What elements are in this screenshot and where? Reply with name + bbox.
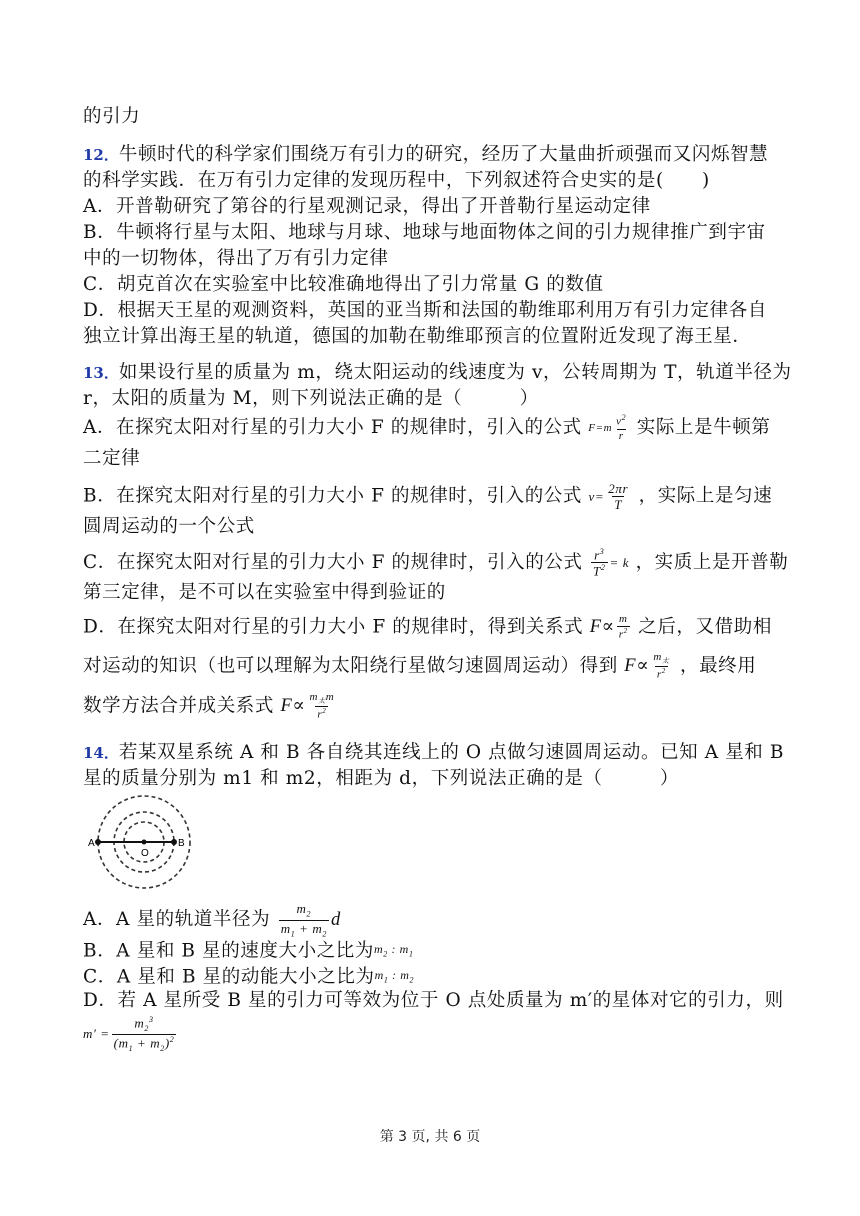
q13-option-a-formula: F=m $\frac{v^2}{r}$ (588, 413, 627, 442)
q13-option-b-formula: v= $\frac{2\pi r}{T}$ (588, 481, 629, 512)
q12-option-d-line2: 独立计算出海王星的轨道，德国的加勒在勒维耶预言的位置附近发现了海王星． (83, 326, 752, 347)
label-b: B (178, 838, 185, 849)
q14-option-a-formula: $\frac{m_2}{m_1 + m_2}$ d (280, 901, 341, 939)
star-b-dot (171, 839, 177, 845)
q12-option-b-line2: 中的一切物体，得出了万有引力定律 (83, 248, 389, 269)
page-footer: 第 3 页, 共 6 页 (379, 1129, 481, 1145)
q14-option-c-text: C．A 星和 B 星的动能大小之比为 (83, 966, 375, 988)
q12-option-c: C．胡克首次在实验室中比较准确地得出了引力常量 G 的数值 (83, 274, 604, 295)
q13-option-d-text3: 数学方法合并成关系式 (83, 695, 275, 717)
q13-option-d-text: D．在探究太阳对行星的引力大小 F 的规律时，得到关系式 (83, 616, 584, 638)
q14-number: 14． (83, 744, 119, 762)
q13-option-a-text-b: 实际上是牛顿第 (636, 416, 771, 438)
previous-question-tail: 的引力 (83, 106, 141, 127)
q14-option-d-line1: D．若 A 星所受 B 星的引力可等效为位于 O 点处质量为 m′的星体对它的引力，则 (83, 990, 784, 1011)
q13-number: 13． (83, 364, 119, 382)
q13-option-d-line3 (83, 692, 802, 721)
q14-option-c-formula: $m_1$ : $m_2$ (374, 968, 415, 985)
q12-option-b-line1: B．牛顿将行星与太阳、地球与月球、地球与地面物体之间的引力规律推广到宇宙 (83, 222, 766, 243)
q14-option-a-text: A．A 星的轨道半径为 (83, 909, 271, 931)
q13-option-c-text-b: ，实质上是开普勒 (635, 551, 789, 573)
q13-option-d-text2: 对运动的知识（也可以理解为太阳绕行星做匀速圆周运动）得到 (83, 655, 618, 677)
q13-option-b-text: B．在探究太阳对行星的引力大小 F 的规律时，引入的公式 (83, 485, 582, 507)
q14-stem-text1: 若某双星系统 A 和 B 各自绕其连线上的 O 点做匀速圆周运动。已知 A 星和 B (118, 742, 785, 763)
label-a: A (88, 838, 95, 849)
q13-option-d-formula1: F∝ $\frac{m}{r^2}$ (589, 613, 628, 641)
q13-option-c-formula: $\frac{r^3}{T^2}$ = k (593, 547, 630, 579)
q13-option-a-line1 (83, 414, 802, 442)
q13-option-c-line2: 第三定律，是不可以在实验室中得到验证的 (83, 582, 446, 603)
q14-option-d-line2 (83, 1016, 802, 1053)
q13-option-a-line2: 二定律 (83, 448, 141, 469)
q13-option-d-line1 (83, 614, 802, 641)
q13-stem-line1 (83, 360, 802, 386)
q14-option-d-formula: m′ = $\frac{m_2^3}{(m_1 + m_2)^2}$ (83, 1015, 175, 1053)
q13-option-d-formula2: F∝ $\frac{m_太}{r^2}$ (624, 651, 670, 681)
star-a-dot (95, 839, 101, 845)
q13-option-c-text: C．在探究太阳对行星的引力大小 F 的规律时，引入的公式 (83, 551, 583, 573)
q12-option-d-line1: D．根据天王星的观测资料，英国的亚当斯和法国的勒维耶利用万有引力定律各自 (83, 300, 767, 321)
q13-stem-line2: r，太阳的质量为 M，则下列说法正确的是（ ） (83, 388, 539, 409)
center-o-dot (142, 840, 147, 845)
q13-option-d-line2 (83, 652, 802, 681)
q13-option-b-text-b: ，实际上是匀速 (638, 485, 773, 507)
label-o: O (141, 848, 149, 859)
q14-option-b-text: B．A 星和 B 星的速度大小之比为 (83, 940, 374, 962)
q12-stem-line2: 的科学实践．在万有引力定律的发现历程中，下列叙述符合史实的是( ) (83, 170, 710, 191)
q13-option-b-line1 (83, 482, 802, 511)
q14-stem-line1 (83, 740, 802, 766)
q12-number: 12． (83, 146, 119, 164)
q14-option-b-formula: $m_2$ : $m_1$ (374, 942, 414, 959)
q13-stem-text1: 如果设行星的质量为 m，绕太阳运动的线速度为 v，公转周期为 T，轨道半径为 (118, 362, 792, 383)
q13-option-c-line1 (83, 548, 802, 578)
binary-star-figure (80, 794, 200, 890)
q12-option-a: A．开普勒研究了第谷的行星观测记录，得出了开普勒行星运动定律 (83, 196, 651, 217)
q14-option-a (83, 902, 802, 938)
q12-stem-text1: 牛顿时代的科学家们围绕万有引力的研究，经历了大量曲折顽强而又闪烁智慧 (118, 144, 769, 165)
q13-option-d-text2-b: ，最终用 (679, 655, 757, 677)
q13-option-d-text-b: 之后，又借助相 (638, 616, 772, 638)
q13-option-d-formula3: F∝ $\frac{m_太m}{r^2}$ (280, 691, 335, 721)
q14-stem-line2: 星的质量分别为 m1 和 m2，相距为 d，下列说法正确的是（ ） (83, 768, 679, 789)
q13-option-a-text: A．在探究太阳对行星的引力大小 F 的规律时，引入的公式 (83, 416, 582, 438)
q13-option-b-line2: 圆周运动的一个公式 (83, 516, 255, 537)
q12-stem-line1 (83, 142, 802, 168)
